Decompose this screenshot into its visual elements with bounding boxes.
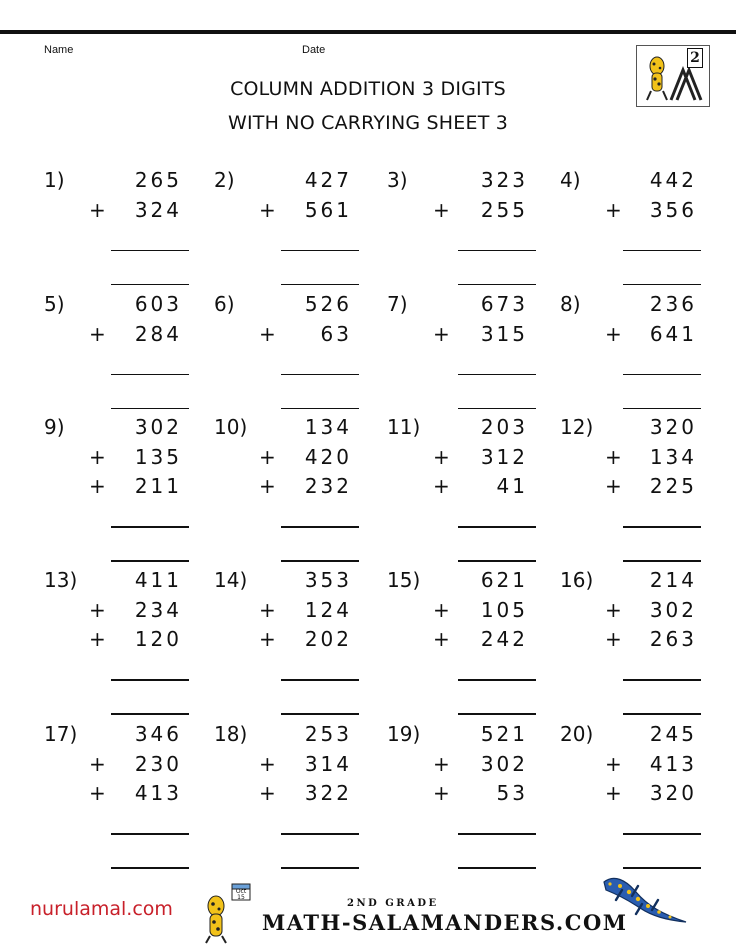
page-title-line-1: COLUMN ADDITION 3 DIGITS	[230, 78, 506, 100]
plus-sign: +	[89, 444, 106, 469]
problem-number: 18)	[214, 722, 248, 746]
addend: 105	[480, 597, 528, 622]
sum-rule	[458, 833, 536, 835]
addend: 621	[480, 568, 528, 592]
calendar-text: Oct 15	[235, 888, 247, 901]
footer-grade: 2ND GRADE	[347, 898, 439, 909]
addend: 442	[649, 168, 697, 192]
addend: 641	[649, 321, 697, 346]
answer-line[interactable]	[458, 408, 536, 410]
answer-line[interactable]	[111, 284, 189, 286]
answer-line[interactable]	[281, 713, 359, 715]
plus-sign: +	[605, 321, 622, 346]
sum-rule	[281, 374, 359, 376]
sum-rule	[458, 526, 536, 528]
sum-rule	[623, 374, 701, 376]
answer-line[interactable]	[458, 867, 536, 869]
plus-sign: +	[259, 474, 276, 498]
addend: 353	[304, 568, 352, 592]
addend: 324	[134, 197, 182, 222]
answer-line[interactable]	[458, 713, 536, 715]
addend: 225	[649, 474, 697, 498]
plus-sign: +	[89, 627, 106, 651]
problem-number: 5)	[44, 292, 65, 316]
plus-sign: +	[259, 781, 276, 805]
answer-line[interactable]	[458, 560, 536, 562]
problem-number: 6)	[214, 292, 235, 316]
problem-number: 17)	[44, 722, 78, 746]
footer-salamander-icon	[200, 882, 260, 944]
plus-sign: +	[433, 781, 450, 805]
problem-number: 8)	[560, 292, 581, 316]
addend: 202	[304, 627, 352, 651]
problem-number: 15)	[387, 568, 421, 592]
problem-number: 3)	[387, 168, 408, 192]
problem-number: 4)	[560, 168, 581, 192]
addend: 263	[649, 627, 697, 651]
addend: 302	[134, 415, 182, 439]
problem-number: 9)	[44, 415, 65, 439]
addend: 346	[134, 722, 182, 746]
plus-sign: +	[89, 197, 106, 222]
addend: 427	[304, 168, 352, 192]
footer-logo	[200, 882, 260, 948]
plus-sign: +	[259, 597, 276, 622]
addend: 236	[649, 292, 697, 316]
addend: 120	[134, 627, 182, 651]
addend: 135	[134, 444, 182, 469]
sum-rule	[281, 526, 359, 528]
plus-sign: +	[89, 474, 106, 498]
sum-rule	[111, 374, 189, 376]
addend: 214	[649, 568, 697, 592]
problem-number: 10)	[214, 415, 248, 439]
addend: 230	[134, 751, 182, 776]
addend: 124	[304, 597, 352, 622]
problem-number: 20)	[560, 722, 594, 746]
answer-line[interactable]	[281, 560, 359, 562]
addend: 356	[649, 197, 697, 222]
plus-sign: +	[89, 321, 106, 346]
answer-line[interactable]	[111, 560, 189, 562]
sum-rule	[281, 679, 359, 681]
problem-number: 11)	[387, 415, 421, 439]
answer-line[interactable]	[623, 284, 701, 286]
answer-line[interactable]	[623, 408, 701, 410]
page-title-line-2: WITH NO CARRYING SHEET 3	[227, 112, 509, 134]
sum-rule	[458, 250, 536, 252]
plus-sign: +	[433, 321, 450, 346]
plus-sign: +	[89, 781, 106, 805]
answer-line[interactable]	[623, 560, 701, 562]
problem-number: 16)	[560, 568, 594, 592]
plus-sign: +	[259, 321, 276, 346]
plus-sign: +	[433, 597, 450, 622]
addend: 284	[134, 321, 182, 346]
name-label: Name	[44, 44, 74, 56]
sum-rule	[623, 526, 701, 528]
plus-sign: +	[433, 444, 450, 469]
plus-sign: +	[433, 751, 450, 776]
problem-number: 14)	[214, 568, 248, 592]
plus-sign: +	[433, 197, 450, 222]
sum-rule	[111, 250, 189, 252]
plus-sign: +	[89, 751, 106, 776]
addend: 413	[649, 751, 697, 776]
plus-sign: +	[605, 751, 622, 776]
problem-number: 7)	[387, 292, 408, 316]
plus-sign: +	[605, 444, 622, 469]
problem-number: 1)	[44, 168, 65, 192]
addend: 603	[134, 292, 182, 316]
addend: 255	[480, 197, 528, 222]
addend: 41	[496, 474, 528, 498]
addend: 134	[649, 444, 697, 469]
addend: 302	[649, 597, 697, 622]
addend: 312	[480, 444, 528, 469]
problem-number: 12)	[560, 415, 594, 439]
addend: 265	[134, 168, 182, 192]
grade-badge: 2	[687, 48, 703, 68]
answer-line[interactable]	[111, 713, 189, 715]
plus-sign: +	[433, 627, 450, 651]
problem-number: 13)	[44, 568, 78, 592]
plus-sign: +	[259, 751, 276, 776]
addend: 253	[304, 722, 352, 746]
addend: 411	[134, 568, 182, 592]
plus-sign: +	[605, 197, 622, 222]
answer-line[interactable]	[281, 867, 359, 869]
addend: 420	[304, 444, 352, 469]
footer-site-name: MATH-SALAMANDERS.COM	[262, 910, 628, 935]
addend: 203	[480, 415, 528, 439]
plus-sign: +	[605, 597, 622, 622]
top-rule	[0, 30, 736, 34]
sum-rule	[623, 833, 701, 835]
plus-sign: +	[605, 474, 622, 498]
sum-rule	[623, 679, 701, 681]
answer-line[interactable]	[458, 284, 536, 286]
problem-number: 19)	[387, 722, 421, 746]
addend: 673	[480, 292, 528, 316]
plus-sign: +	[89, 597, 106, 622]
addend: 134	[304, 415, 352, 439]
addend: 232	[304, 474, 352, 498]
plus-sign: +	[259, 197, 276, 222]
addend: 63	[320, 321, 352, 346]
addend: 323	[480, 168, 528, 192]
problem-number: 2)	[214, 168, 235, 192]
addend: 320	[649, 781, 697, 805]
addend: 53	[496, 781, 528, 805]
addend: 242	[480, 627, 528, 651]
plus-sign: +	[433, 474, 450, 498]
addend: 315	[480, 321, 528, 346]
answer-line[interactable]	[111, 408, 189, 410]
answer-line[interactable]	[281, 408, 359, 410]
sum-rule	[111, 679, 189, 681]
watermark: nurulamal.com	[30, 898, 173, 920]
addend: 521	[480, 722, 528, 746]
addend: 561	[304, 197, 352, 222]
answer-line[interactable]	[623, 867, 701, 869]
addend: 234	[134, 597, 182, 622]
grade-logo	[636, 45, 710, 107]
addend: 320	[649, 415, 697, 439]
addend: 322	[304, 781, 352, 805]
answer-line[interactable]	[623, 713, 701, 715]
addend: 526	[304, 292, 352, 316]
addend: 413	[134, 781, 182, 805]
addend: 314	[304, 751, 352, 776]
answer-line[interactable]	[281, 284, 359, 286]
plus-sign: +	[259, 627, 276, 651]
addend: 245	[649, 722, 697, 746]
addend: 302	[480, 751, 528, 776]
sum-rule	[281, 833, 359, 835]
sum-rule	[623, 250, 701, 252]
date-label: Date	[302, 44, 326, 56]
salamander-icon	[596, 872, 692, 932]
sum-rule	[111, 833, 189, 835]
sum-rule	[281, 250, 359, 252]
plus-sign: +	[605, 627, 622, 651]
sum-rule	[458, 679, 536, 681]
sum-rule	[111, 526, 189, 528]
addend: 211	[134, 474, 182, 498]
sum-rule	[458, 374, 536, 376]
plus-sign: +	[605, 781, 622, 805]
plus-sign: +	[259, 444, 276, 469]
answer-line[interactable]	[111, 867, 189, 869]
